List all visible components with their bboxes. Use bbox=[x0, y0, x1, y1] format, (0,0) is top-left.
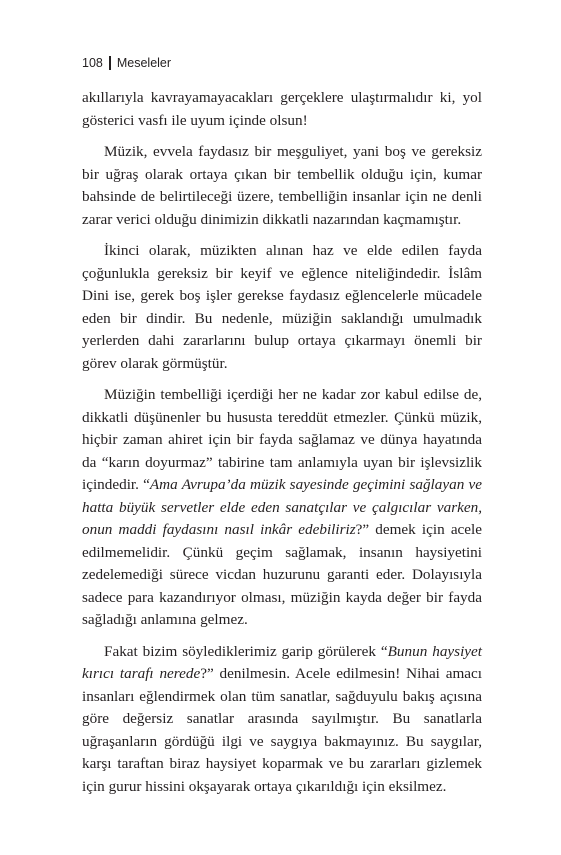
body-text bbox=[82, 87, 482, 807]
text-segment: Müziğin tembelliği içerdiği her ne kadar zor kabul edilse de, dikkatli düşünenler bu hususta tereddüt etmezler. Çünkü müzik, hiçbir zaman ahiret için bir fayda sağlamaz ve dünya hayatında da “karın doyurmaz” tabirine tam anlamıyla uyan bir işlevsizlik içindedir. “ bbox=[82, 386, 482, 493]
paragraph-1 bbox=[82, 87, 482, 132]
page-number: 108 bbox=[82, 56, 103, 70]
text-segment: ?” denilmesin. Acele edilmesin! Nihai amacı insanları eğlendirmek olan tüm sanatlar, sağduyulu bakış açısına göre değersiz sanatlar arasında sayılmıştır. Bu sanatlarla uğraşanların gördüğü ilgi ve saygıya bakmayınız. Bu saygılar, karşı taraftan biraz haysiyet koparmak ve bu zararları gizlemek için gurur hissini okşayarak ortaya çıkarıldığı için eksilmez. bbox=[82, 665, 482, 795]
paragraph-2 bbox=[82, 141, 482, 231]
text-segment: Fakat bizim söylediklerimiz garip görülerek “ bbox=[104, 642, 388, 660]
text-segment: ?” demek için acele edilmemelidir. Çünkü geçim sağlamak, insanın haysiyetini zedelemediği sürece vicdan huzurunu garanti eder. Dolayısıyla sadece para kazandırıyor olması, müziğin kayda değer bir fayda sağladığı anlamına gelmez. bbox=[82, 521, 482, 628]
text-segment: akıllarıyla kavrayamayacakları gerçeklere ulaştırmalıdır ki, yol gösterici vasfı ile uyum içinde olsun! bbox=[82, 89, 482, 129]
running-head bbox=[82, 56, 171, 70]
text-segment: İkinci olarak, müzikten alınan haz ve elde edilen fayda çoğunlukla gereksiz bir keyif ve eğlence niteliğindedir. İslâm Dini ise, gerek boş işler gerekse faydasız eğlencelerle mücadele eden bir dindir. Bu nedenle, müziğin saklandığı umulmadık yerlerden dahi zararlarını bulup ortaya çıkarmayı önemli bir görev olarak görmüştür. bbox=[82, 242, 482, 372]
paragraph-3 bbox=[82, 240, 482, 375]
paragraph-5 bbox=[82, 641, 482, 799]
italic-quote: Bunun haysiyet kırıcı tarafı nerede bbox=[82, 642, 482, 682]
section-title: Meseleler bbox=[116, 56, 172, 70]
text-segment: Müzik, evvela faydasız bir meşguliyet, yani boş ve gereksiz bir uğraş olarak ortaya çıkan bir tembellik olduğu için, kumar bahsinde de belirtileceği üzere, tembelliğin insanlar için ne denli zarar verici olduğu dinimizin dikkatli nazarından kaçmamıştır. bbox=[82, 143, 482, 228]
italic-quote: Ama Avrupa’da müzik sayesinde geçimini sağlayan ve hatta büyük servetler elde eden sanatçılar ve çalgıcılar varken, onun maddi faydasını nasıl inkâr edebiliriz bbox=[82, 476, 482, 538]
header-separator bbox=[109, 56, 111, 70]
paragraph-4 bbox=[82, 384, 482, 632]
